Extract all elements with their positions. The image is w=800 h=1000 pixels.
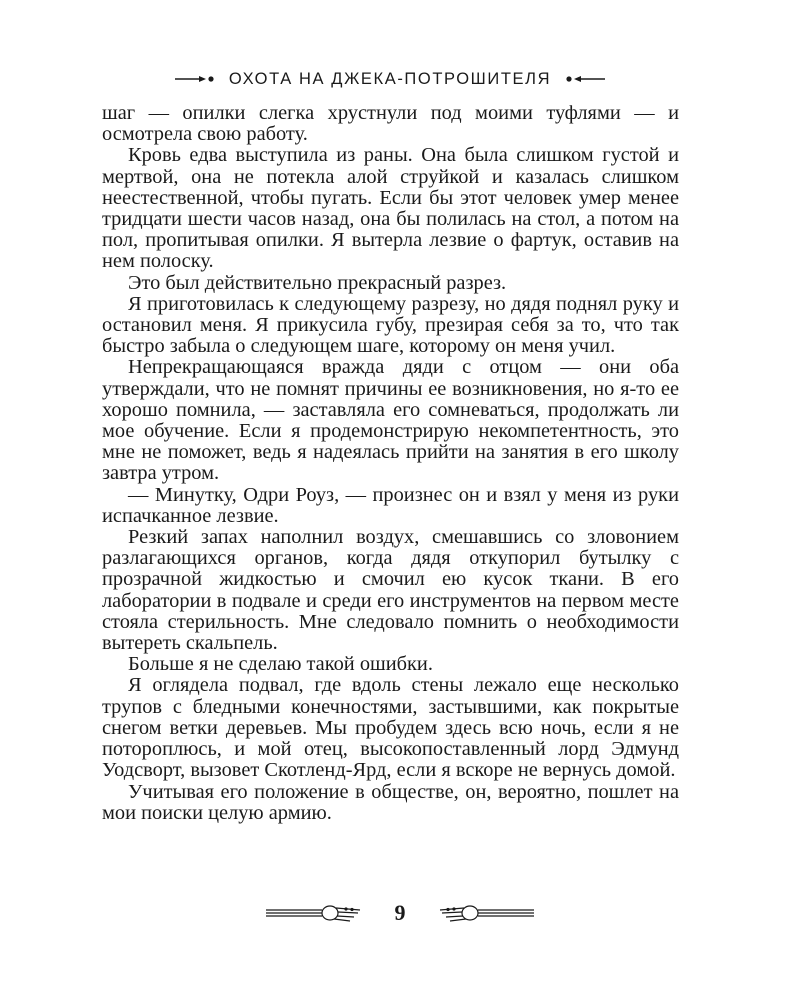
- paragraph: Я оглядела подвал, где вдоль стены лежало еще несколько трупов с бледными конечностями, застывшими, как покрытые снегом ветки деревьев. Мы пробудем здесь всю ночь, если я не потороплюсь, и мой отец, высокопоставленный лорд Эдмунд Уодсворт, вызовет Скотленд-Ярд, если я вскоре не вернусь домой.: [102, 674, 679, 782]
- paragraph: Это был действительно прекрасный разрез.: [128, 271, 507, 294]
- paragraph: Кровь едва выступила из раны. Она была слишком густой и мертвой, она не потекла алой струйкой и казалась слишком неестественной, чтобы пугать. Если бы этот человек умер менее тридцати шести часов назад, она бы полилась на стол, а потом на пол, пропитывая опилки. Я вытерла лезвие о фартук, оставив на нем полоску.: [102, 144, 679, 273]
- paragraph: Резкий запах наполнил воздух, смешавшись со зловонием разлагающихся органов, когда дядя откупорил бутылку с прозрачной жидкостью и смочил ею кусок ткани. В его лаборатории в подвале и среди его инструментов на первом месте стояла стерильность. Мне следовало помнить о необходимости вытереть скальпель.: [102, 526, 679, 655]
- header-ornament-right-icon: [565, 73, 605, 85]
- paragraph: Больше я не сделаю такой ошибки.: [128, 653, 433, 676]
- skeletal-hand-left-icon: [266, 901, 362, 925]
- page-footer: [200, 898, 600, 928]
- paragraph: Непрекращающаяся вражда дяди с отцом — они оба утверждали, что не помнят причины ее возникновения, но я-то ее хорошо помнила, — заставляла его сомневаться, продолжать ли мое обучение. Если я продемонстрирую некомпетентность, это мне не поможет, ведь я надеялась прийти на занятия в его школу завтра утром.: [102, 356, 679, 485]
- page-number: 9: [394, 900, 406, 925]
- skeletal-hand-right-icon: [438, 901, 534, 925]
- paragraph: Учитывая его положение в обществе, он, вероятно, пошлет на мои поиски целую армию.: [102, 780, 679, 824]
- header-title: ОХОТА НА ДЖЕКА-ПОТРОШИТЕЛЯ: [228, 69, 552, 88]
- body-text: [102, 103, 679, 824]
- paragraph: — Минутку, Одри Роуз, — произнес он и взял у меня из руки испачканное лезвие.: [102, 483, 679, 527]
- paragraph: Я приготовилась к следующему разрезу, но дядя поднял руку и остановил меня. Я прикусила губу, презирая себя за то, что так быстро забыла о следующем шаге, которому он меня учил.: [102, 292, 679, 358]
- header-ornament-left-icon: [175, 73, 215, 85]
- running-header: [102, 62, 678, 96]
- paragraph: шаг — опилки слегка хрустнули под моими туфлями — и осмотрела свою работу.: [102, 102, 679, 146]
